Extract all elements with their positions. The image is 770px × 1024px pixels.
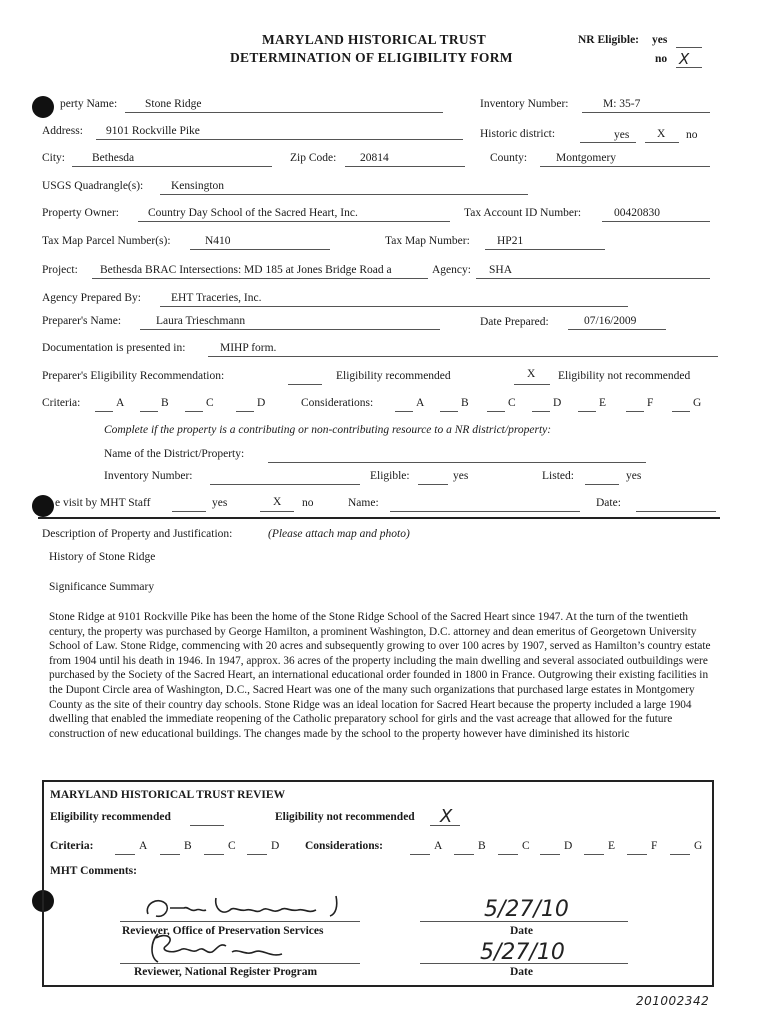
preparer-name-value: Laura Trieschmann [156, 315, 246, 327]
visit-name-line [390, 511, 580, 512]
review-cons-d-blank [540, 854, 560, 855]
visit-no-blank [260, 511, 294, 512]
criteria-d-blank [236, 411, 254, 412]
criteria-b-blank [140, 411, 158, 412]
agency-prepared-by-value: EHT Traceries, Inc. [171, 292, 262, 304]
criteria-b: B [161, 397, 169, 409]
district-name-label: Name of the District/Property: [104, 448, 245, 460]
historic-district-label: Historic district: [480, 128, 556, 140]
review-cons-b-blank [454, 854, 474, 855]
review-criteria-c-blank [204, 854, 224, 855]
property-name-value: Stone Ridge [145, 98, 202, 110]
visit-yes: yes [212, 497, 228, 509]
review-criteria-a-blank [115, 854, 135, 855]
project-line [92, 278, 428, 279]
criteria-label: Criteria: [42, 397, 81, 409]
review-cons-g-blank [670, 854, 690, 855]
property-name-label: perty Name: [60, 98, 118, 110]
criteria-d: D [257, 397, 266, 409]
preparer-name-line [140, 329, 440, 330]
reviewer2-line [120, 963, 360, 964]
review-cons-c-blank [498, 854, 518, 855]
site-visit-label: e visit by MHT Staff [55, 497, 151, 509]
inventory2-label: Inventory Number: [104, 470, 193, 482]
rec-yes-blank [288, 384, 322, 385]
agency-line [476, 278, 710, 279]
tax-map-line [485, 249, 605, 250]
punch-hole-middle [32, 495, 54, 517]
property-owner-line [138, 221, 450, 222]
historic-district-yes: yes [614, 129, 630, 141]
agency-prepared-by-line [160, 306, 628, 307]
document-stamp-number: 201002342 [636, 994, 710, 1008]
review-cons-g: G [694, 840, 703, 852]
cons-a-blank [395, 411, 413, 412]
cons-a: A [416, 397, 425, 409]
review-criteria-d-blank [247, 854, 267, 855]
review-considerations-label: Considerations: [305, 840, 383, 852]
address-line [96, 139, 463, 140]
district-name-line [268, 462, 646, 463]
eligibility-not-recommended: Eligibility not recommended [558, 370, 691, 382]
mht-comments-label: MHT Comments: [50, 865, 137, 877]
review-cons-c: C [522, 840, 530, 852]
review-elig-rec-blank [190, 825, 224, 826]
county-value: Montgomery [556, 152, 617, 164]
cons-b: B [461, 397, 469, 409]
nr-yes-label: yes [652, 34, 668, 46]
property-name-line [125, 112, 443, 113]
description-note: (Please attach map and photo) [268, 528, 410, 540]
criteria-a: A [116, 397, 125, 409]
history-heading: History of Stone Ridge [49, 551, 156, 563]
property-owner-value: Country Day School of the Sacred Heart, Inc. [148, 207, 358, 219]
inventory-number-line [582, 112, 710, 113]
rec-no-mark: X [527, 368, 536, 380]
visit-no-mark: X [273, 496, 282, 508]
significance-heading: Significance Summary [49, 581, 155, 593]
cons-b-blank [440, 411, 458, 412]
review-criteria-b-blank [160, 854, 180, 855]
review-title: MARYLAND HISTORICAL TRUST REVIEW [50, 789, 286, 801]
usgs-line [160, 194, 528, 195]
nr-no-mark: X [679, 50, 690, 68]
form-title: MARYLAND HISTORICAL TRUST [262, 32, 487, 47]
tax-account-line [602, 221, 710, 222]
criteria-c: C [206, 397, 214, 409]
cons-f: F [647, 397, 654, 409]
city-value: Bethesda [92, 152, 135, 164]
review-criteria-label: Criteria: [50, 840, 94, 852]
historic-district-no: no [686, 129, 698, 141]
cons-g-blank [672, 411, 690, 412]
documentation-label: Documentation is presented in: [42, 342, 186, 354]
review-cons-f: F [651, 840, 658, 852]
visit-yes-blank [172, 511, 206, 512]
criteria-c-blank [185, 411, 203, 412]
review-cons-a: A [434, 840, 443, 852]
review-date2-label: Date [510, 966, 533, 978]
cons-e-blank [578, 411, 596, 412]
address-label: Address: [42, 125, 83, 137]
cons-c-blank [487, 411, 505, 412]
eligibility-recommended: Eligibility recommended [336, 370, 451, 382]
documentation-line [208, 356, 718, 357]
cons-g: G [693, 397, 702, 409]
listed-label: Listed: [542, 470, 574, 482]
cons-e: E [599, 397, 607, 409]
zip-line [345, 166, 465, 167]
agency-value: SHA [489, 264, 513, 276]
review-criteria-b: B [184, 840, 192, 852]
documentation-value: MIHP form. [220, 342, 277, 354]
city-label: City: [42, 152, 66, 164]
reviewer2-signature [136, 928, 336, 968]
visit-date-label: Date: [596, 497, 621, 509]
usgs-value: Kensington [171, 180, 225, 192]
cons-f-blank [626, 411, 644, 412]
nr-no-label: no [655, 53, 668, 65]
review-criteria-d: D [271, 840, 280, 852]
cons-d: D [553, 397, 562, 409]
reviewer2-title: Reviewer, National Register Program [134, 966, 318, 978]
tax-map-value: HP21 [497, 235, 524, 247]
complete-note: Complete if the property is a contributing or non-contributing resource to a NR district/property: [104, 424, 552, 436]
eligible-label: Eligible: [370, 470, 410, 482]
nr-yes-blank [676, 47, 702, 48]
nr-eligible-label: NR Eligible: [578, 34, 640, 46]
form-subtitle: DETERMINATION OF ELIGIBILITY FORM [230, 50, 513, 65]
historic-district-no-line [645, 142, 679, 143]
review-criteria-c: C [228, 840, 236, 852]
project-label: Project: [42, 264, 78, 276]
county-label: County: [490, 152, 528, 164]
city-line [72, 166, 272, 167]
review-elig-not-mark: X [440, 806, 453, 827]
project-value: Bethesda BRAC Intersections: MD 185 at Jones Bridge Road a [100, 264, 392, 276]
rec-no-blank [514, 384, 550, 385]
property-owner-label: Property Owner: [42, 207, 119, 219]
visit-name-label: Name: [348, 497, 379, 509]
description-label: Description of Property and Justification: [42, 528, 233, 540]
cons-d-blank [532, 411, 550, 412]
listed-blank [585, 484, 619, 485]
review-cons-f-blank [627, 854, 647, 855]
review-cons-e: E [608, 840, 616, 852]
eligible-blank [418, 484, 448, 485]
cons-c: C [508, 397, 516, 409]
zip-value: 20814 [360, 152, 389, 164]
review-cons-a-blank [410, 854, 430, 855]
review-elig-not: Eligibility not recommended [275, 811, 415, 823]
review-elig-recommended: Eligibility recommended [50, 811, 171, 823]
historic-district-yes-line [580, 142, 636, 143]
inventory2-line [210, 484, 360, 485]
review-cons-d: D [564, 840, 573, 852]
reviewer1-line [120, 921, 360, 922]
review-date1-line [420, 921, 628, 922]
review-cons-e-blank [584, 854, 604, 855]
review-date2-value: 5/27/10 [480, 940, 565, 965]
tax-parcel-value: N410 [205, 235, 231, 247]
tax-account-value: 00420830 [614, 207, 660, 219]
tax-map-label: Tax Map Number: [385, 235, 470, 247]
section-divider [38, 517, 720, 519]
visit-no: no [302, 497, 314, 509]
tax-parcel-label: Tax Map Parcel Number(s): [42, 235, 171, 247]
inventory-number-value: M: 35-7 [603, 98, 641, 110]
description-paragraph: Stone Ridge at 9101 Rockville Pike has been the home of the Stone Ridge School of the Sacred Heart since 1947. At the turn of the twentieth century, the property was purchased by George Hamilton, a prominent Washington, D.C. attorney and dean emeritus of Georgetown University School of Law. Stone Ridge, commencing with 20 acres and subsequently growing to over 100 acres by 1907, served as Hamilton’s country estate from 1904 until his death in 1946. In 1947, approx. 36 acres of the property including the main dwelling and several associated outbuildings were purchased by the Society of the Sacred Heart, an international educational order founded in 1800 in France. Outgrowing their existing facilities in the Dupont Circle area of Washington, D.C., Sacred Heart was one of the many such organizations that purchased large estates in Montgomery County as the site of their country day schools. Stone Ridge was an ideal location for Sacred Heart because the property included a large 1904 dwelling that enabled the immediate reopening of the Catholic preparatory school for girls and the vast acreage that allowed for the future construction of new educational buildings. The changes made by the school to the property however have diminished its historic [49, 611, 711, 740]
date-prepared-label: Date Prepared: [480, 316, 549, 328]
agency-prepared-by-label: Agency Prepared By: [42, 292, 141, 304]
review-date1-label: Date [510, 925, 533, 937]
punch-hole-top [32, 96, 54, 118]
review-date1-value: 5/27/10 [484, 897, 569, 922]
eligible-yes: yes [453, 470, 469, 482]
listed-yes: yes [626, 470, 642, 482]
date-prepared-line [568, 329, 666, 330]
review-date2-line [420, 963, 628, 964]
inventory-number-label: Inventory Number: [480, 98, 569, 110]
recommendation-label: Preparer's Eligibility Recommendation: [42, 370, 225, 382]
historic-district-mark: X [657, 128, 666, 140]
address-value: 9101 Rockville Pike [106, 125, 200, 137]
date-prepared-value: 07/16/2009 [584, 315, 637, 327]
visit-date-line [636, 511, 716, 512]
county-line [540, 166, 710, 167]
tax-parcel-line [190, 249, 330, 250]
review-criteria-a: A [139, 840, 148, 852]
agency-label: Agency: [432, 264, 471, 276]
review-cons-b: B [478, 840, 486, 852]
criteria-a-blank [95, 411, 113, 412]
reviewer1-title: Reviewer, Office of Preservation Services [122, 925, 324, 937]
zip-label: Zip Code: [290, 152, 337, 164]
preparer-name-label: Preparer's Name: [42, 315, 122, 327]
considerations-label: Considerations: [301, 397, 374, 409]
usgs-label: USGS Quadrangle(s): [42, 180, 144, 192]
tax-account-label: Tax Account ID Number: [464, 207, 582, 219]
